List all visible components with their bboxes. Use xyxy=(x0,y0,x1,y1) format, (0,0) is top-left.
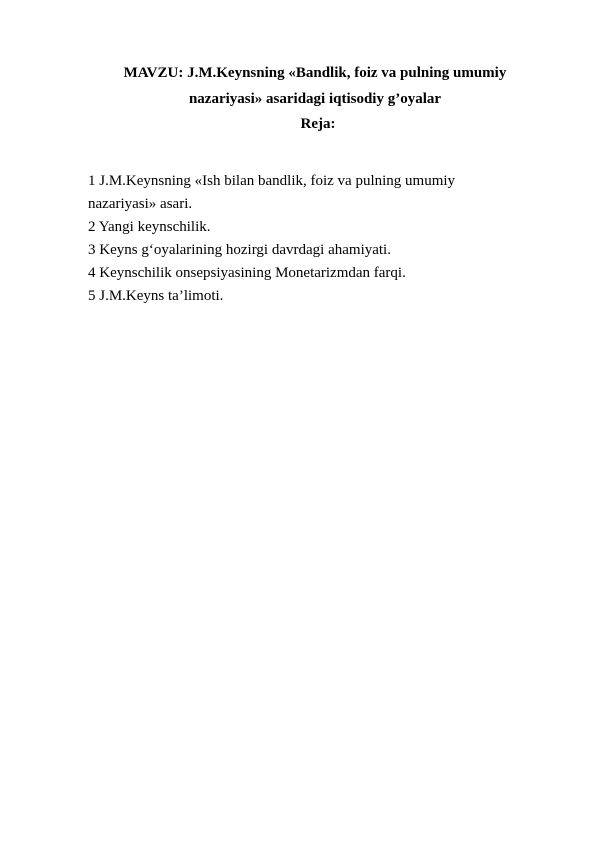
plan-heading: Reja: xyxy=(300,116,336,132)
plan-item-5 xyxy=(88,285,508,308)
title-line-2: nazariyasi» asaridagi iqtisodiy g’oyalar xyxy=(188,91,442,107)
plan-item-5-text: 5 J.M.Keyns ta’limoti. xyxy=(88,288,224,304)
plan-list xyxy=(88,170,508,308)
plan-item-2 xyxy=(88,216,508,239)
plan-item-1-line-2: nazariyasi» asari. xyxy=(88,196,193,212)
plan-item-1 xyxy=(88,170,508,216)
plan-item-4 xyxy=(88,262,508,285)
plan-item-2-text: 2 Yangi keynschilik. xyxy=(88,219,211,235)
plan-item-4-text: 4 Keynschilik onsepsiyasining Monetarizmdan farqi. xyxy=(88,265,406,281)
plan-item-1-line-1: 1 J.M.Keynsning «Ish bilan bandlik, foiz va pulning umumiy xyxy=(88,173,456,189)
document-title xyxy=(90,60,540,112)
plan-item-3 xyxy=(88,239,508,262)
plan-item-3-text: 3 Keyns g‘oyalarining hozirgi davrdagi ahamiyati. xyxy=(88,242,391,258)
title-line-1: MAVZU: J.M.Keynsning «Bandlik, foiz va pulning umumiy xyxy=(123,65,507,81)
